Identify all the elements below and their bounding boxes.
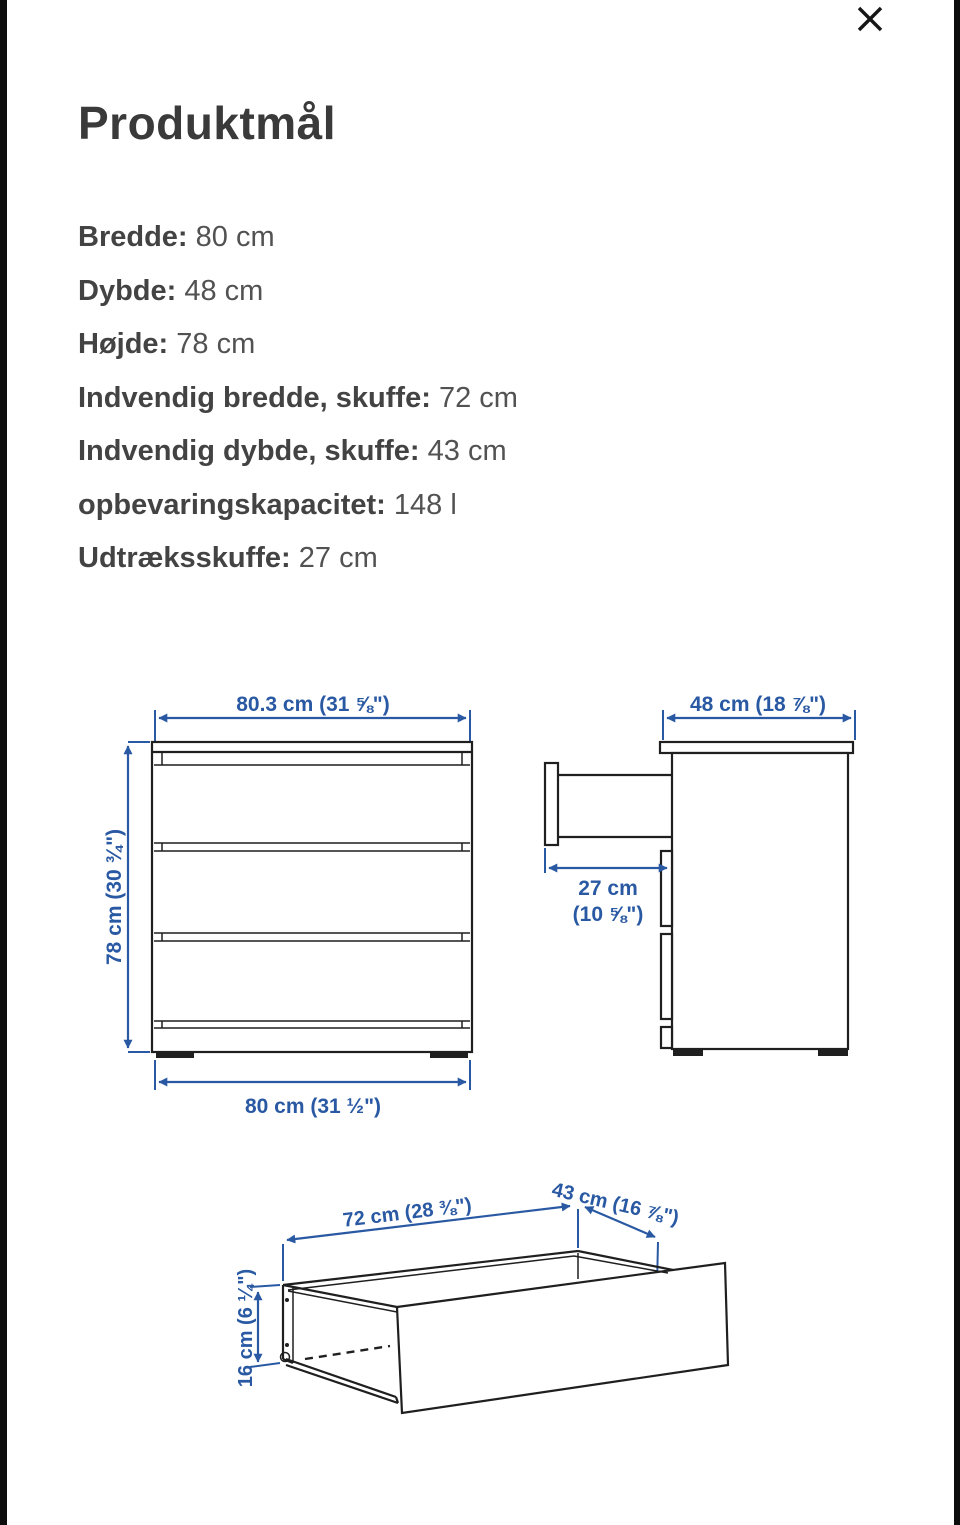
measurement-label: Dybde: (78, 274, 177, 307)
side-depth-label: 48 cm (18 ⅞") (689, 693, 827, 716)
drawer-3d-diagram (235, 1179, 728, 1413)
front-bottom-width-label: 80 cm (31 ½") (244, 1095, 382, 1118)
measurement-label: Højde: (78, 328, 169, 360)
measurement-value: 78 cm (176, 328, 256, 360)
front-view-diagram (103, 693, 472, 1118)
measurement-label: Indvendig bredde, skuffe: (78, 381, 431, 414)
measurement-value: 72 cm (438, 381, 518, 414)
product-dimension-diagrams (0, 675, 960, 1465)
measurement-label: Bredde: (78, 221, 188, 253)
measurement-row-width (78, 211, 918, 265)
measurement-label: Udtræksskuffe: (78, 542, 291, 574)
measurement-row-inner-width (78, 372, 918, 426)
measurement-label: opbevaringskapacitet: (78, 488, 386, 521)
front-top-width-label: 80.3 cm (31 ⅝") (236, 693, 390, 716)
close-icon (851, 1, 888, 38)
measurement-row-depth (78, 265, 918, 319)
drawer-inner-depth-label: 43 cm (16 ⅞") (549, 1178, 681, 1230)
page-title: Produktmål (78, 97, 337, 149)
measurement-value: 148 l (393, 488, 457, 521)
side-pullout-label-inches: (10 ⅝") (572, 903, 644, 926)
measurement-value: 80 cm (195, 221, 275, 253)
measurement-row-storage-capacity (78, 479, 918, 533)
drawer-inner-width-label: 72 cm (28 ⅜") (341, 1194, 473, 1232)
close-button[interactable] (851, 1, 888, 38)
measurement-value: 43 cm (427, 435, 507, 467)
front-height-label: 78 cm (30 ¾") (103, 828, 126, 966)
side-view-diagram (545, 693, 855, 1056)
measurement-value: 27 cm (298, 542, 378, 574)
side-pullout-label-value: 27 cm (578, 877, 638, 900)
measurement-row-pullout (78, 532, 918, 586)
measurement-label: Indvendig dybde, skuffe: (78, 435, 420, 467)
drawer-inner-height-label: 16 cm (6 ¼") (235, 1268, 257, 1388)
measurement-list (78, 211, 918, 586)
measurement-value: 48 cm (184, 274, 264, 307)
measurement-row-inner-depth (78, 425, 918, 479)
measurement-row-height (78, 318, 918, 372)
